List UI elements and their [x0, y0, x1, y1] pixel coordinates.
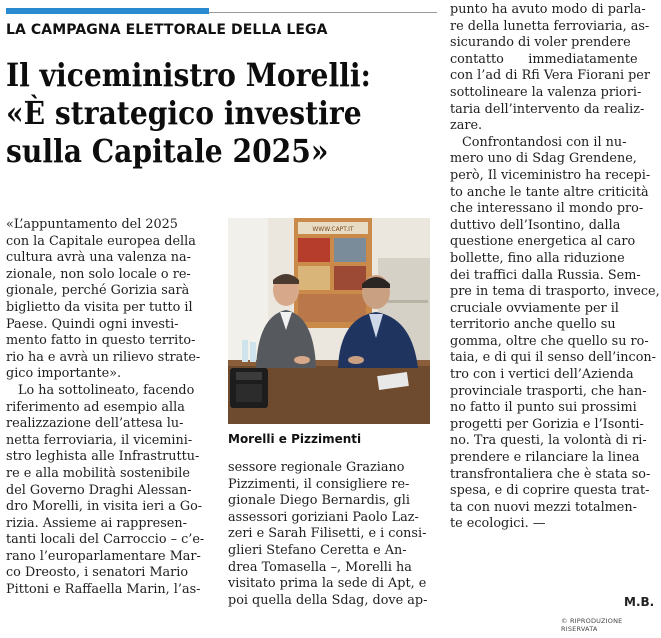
text-line: bollette, fino alla riduzione: [450, 250, 625, 266]
text-line: drea Tomasella –, Morelli ha: [228, 559, 412, 575]
text-line: gomma, oltre che quello su ro-: [450, 333, 649, 349]
text-line: punto ha avuto modo di parla-: [450, 2, 646, 17]
text-line: con l’ad di Rfi Vera Fiorani per: [450, 68, 650, 84]
text-line: to anche le tante altre criticità: [450, 184, 649, 200]
text-line: «L’appuntamento del 2025: [6, 217, 178, 232]
text-line: no. Tra questi, la volontà di ri-: [450, 433, 647, 449]
article-kicker: LA CAMPAGNA ELETTORALE DELLA LEGA: [6, 22, 328, 38]
text-line: rizia. Assieme ai rappresen-: [6, 515, 187, 531]
text-line: Pittoni e Raffaella Marin, l’as-: [6, 582, 201, 598]
article-photo: [228, 218, 430, 424]
text-line: pre in tema di trasporto, invece,: [450, 284, 660, 300]
text-line: sottolineare la valenza priori-: [450, 84, 642, 100]
text-line: stro leghista alle Infrastruttu-: [6, 449, 200, 465]
text-line: rano l’europarlamentare Mar-: [6, 548, 201, 564]
text-line: netta ferroviaria, il vicemini-: [6, 432, 193, 448]
text-line: con la Capitale europea della: [6, 233, 196, 249]
text-line: visitato prima la sede di Apt, e: [228, 576, 427, 592]
text-line: glieri Stefano Ceretta e An-: [228, 542, 407, 558]
text-line: poi quella della Sdag, dove ap-: [228, 592, 428, 608]
text-line: però, Il viceministro ha recepi-: [450, 167, 651, 183]
text-line: sicurando di voler prendere: [450, 35, 631, 51]
headline-line-1: Il viceministro Morelli:: [6, 56, 371, 94]
text-line: territorio anche quello su: [450, 317, 616, 333]
section-rule: [209, 12, 437, 13]
text-line: no fatto il punto sui prossimi: [450, 400, 637, 416]
text-line: zeri e Sarah Filisetti, e i consi-: [228, 526, 427, 542]
text-line: Confrontandosi con il nu-: [462, 134, 627, 150]
text-line: tro con i vertici dell’Azienda: [450, 367, 634, 383]
article-column-1: [6, 217, 218, 599]
text-line: te ecologici. —: [450, 516, 546, 532]
headline-line-2: «È strategico investire: [6, 94, 362, 132]
text-line: che interessano il mondo pro-: [450, 201, 644, 217]
text-line: gionale Diego Bernardis, gli: [228, 493, 410, 509]
text-line: dro Morelli, in visita ieri a Go-: [6, 499, 203, 515]
text-line: re della lunetta ferroviaria, as-: [450, 18, 650, 34]
text-line: cruciale ovviamente per il: [450, 300, 619, 316]
text-line: dei traffici dalla Russia. Sem-: [450, 267, 641, 283]
text-line: riferimento ad esempio alla: [6, 399, 185, 415]
text-line: del Governo Draghi Alessan-: [6, 482, 192, 498]
text-line: Paese. Quindi ogni investi-: [6, 316, 179, 332]
text-line: realizzazione dell’attesa lu-: [6, 416, 184, 432]
text-line: taria dell’intervento da realiz-: [450, 101, 645, 117]
text-line: taia, e di qui il senso dell’incon-: [450, 350, 656, 366]
headline-line-3: sulla Capitale 2025»: [6, 132, 329, 170]
text-line: duttivo dell’Isontino, dalla: [450, 217, 621, 233]
article-headline: [6, 56, 384, 170]
text-line: Pizzimenti, il consigliere re-: [228, 476, 410, 492]
text-line: mento fatto in questo territo-: [6, 333, 196, 349]
text-line: provinciale trasporti, che han-: [450, 383, 647, 399]
section-accent-bar: [6, 8, 209, 14]
text-line: mero uno di Sdag Grendene,: [450, 151, 637, 167]
text-line: cultura avrà una valenza na-: [6, 250, 191, 266]
copyright-notice: © RIPRODUZIONE RISERVATA: [561, 617, 623, 633]
text-line: sessore regionale Graziano: [228, 460, 405, 475]
text-line: re e alla mobilità sostenibile: [6, 465, 190, 481]
text-line: Lo ha sottolineato, facendo: [18, 382, 195, 398]
article-column-3: [450, 2, 660, 533]
photo-caption: Morelli e Pizzimenti: [228, 432, 362, 446]
author-signature: M.B.: [624, 595, 655, 609]
text-line: zare.: [450, 118, 483, 134]
text-line: gico importante».: [6, 366, 122, 382]
article-column-2: [228, 460, 440, 609]
text-line: questione energetica al caro: [450, 234, 636, 250]
text-line: progetti per Gorizia e l’Isonti-: [450, 416, 644, 432]
text-line: contatto immediatamente: [450, 51, 638, 67]
text-line: gionale, perché Gorizia sarà: [6, 283, 190, 299]
text-line: transfrontaliera che è stata so-: [450, 466, 651, 482]
poster-text: WWW.CAPT.IT: [312, 226, 354, 233]
text-line: spesa, e di coprire questa trat-: [450, 483, 650, 499]
text-line: zionale, non solo locale o re-: [6, 266, 191, 282]
text-line: assessori goriziani Paolo Laz-: [228, 509, 419, 525]
text-line: biglietto da visita per tutto il: [6, 299, 193, 315]
text-line: co Dreosto, i senatori Mario: [6, 565, 189, 581]
text-line: tanti locali del Carroccio – c’e-: [6, 532, 205, 548]
photo-illustration: [228, 218, 430, 424]
text-line: rio ha e avrà un rilievo strate-: [6, 349, 201, 365]
text-line: ta con nuovi mezzi totalmen-: [450, 499, 637, 515]
text-line: prendere e rilanciare la linea: [450, 450, 640, 466]
